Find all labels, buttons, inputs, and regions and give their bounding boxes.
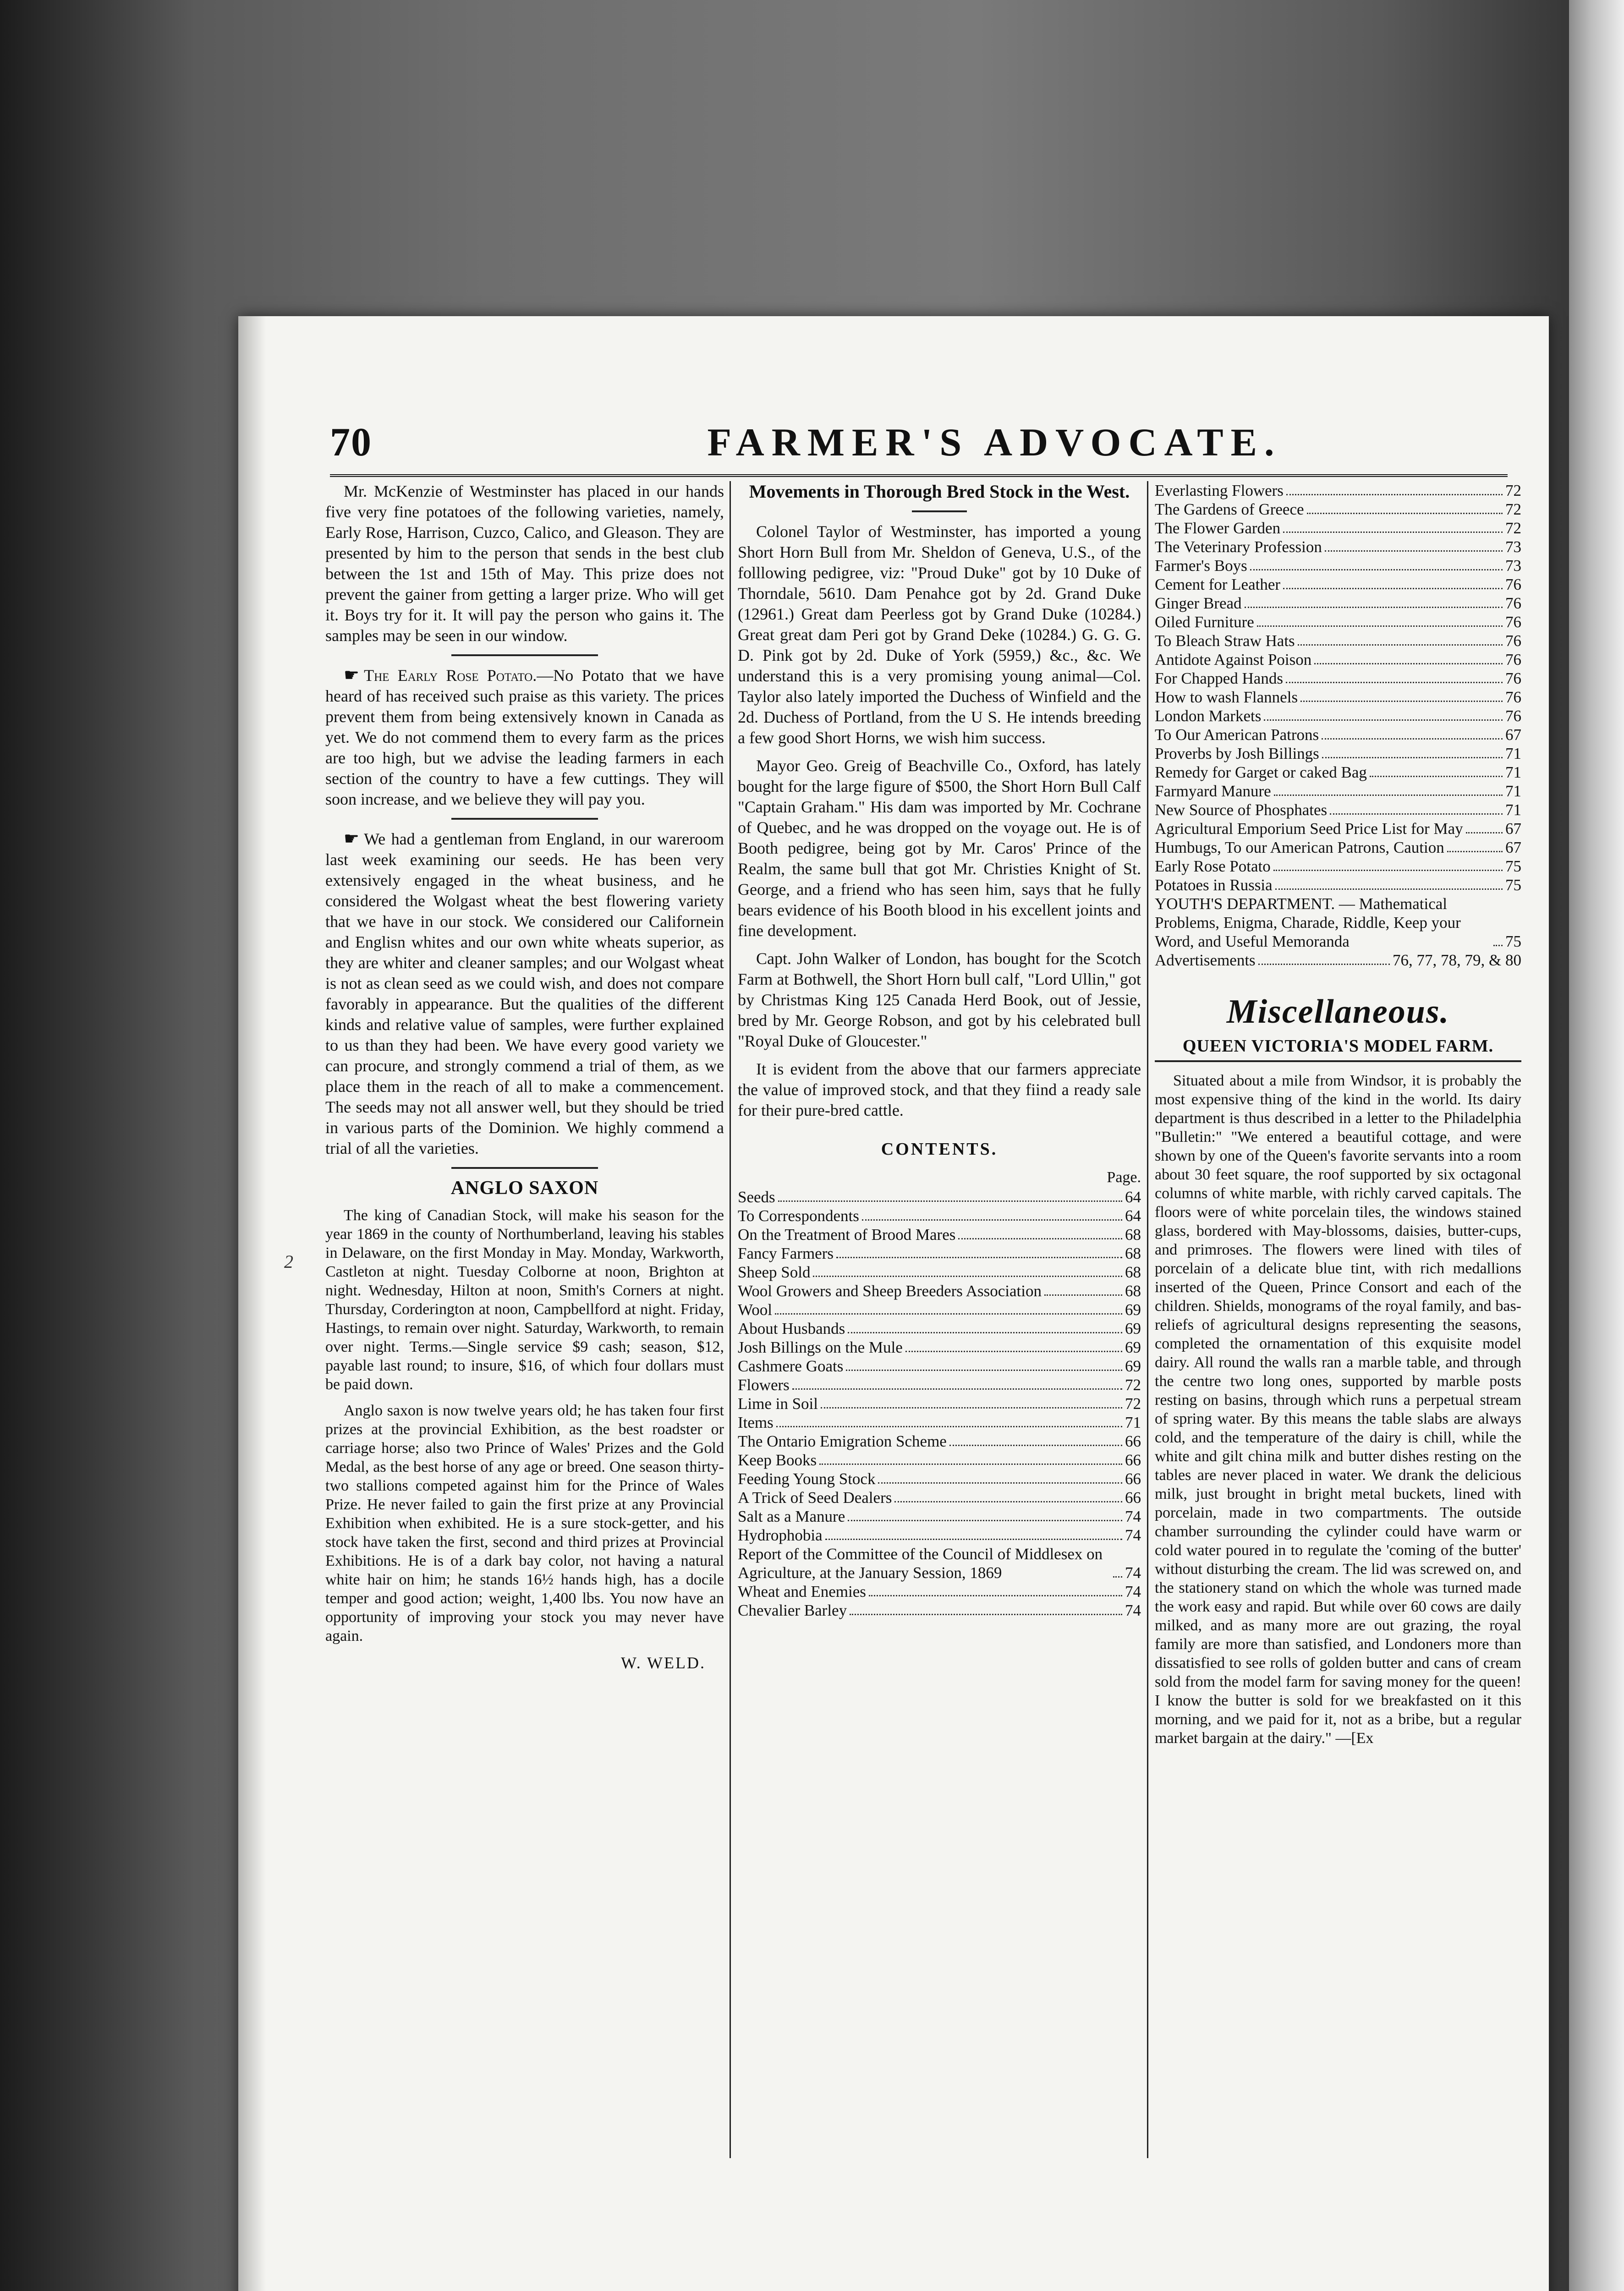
section-rule — [912, 510, 967, 512]
contents-entry-title: Advertisements — [1155, 951, 1256, 969]
contents-entry-title: Wool — [738, 1301, 772, 1319]
contents-entry-title: Farmer's Boys — [1155, 557, 1247, 575]
contents-entry-page: 71 — [1505, 763, 1521, 781]
contents-entry — [738, 1582, 1141, 1601]
contents-entry-title: YOUTH'S DEPARTMENT. — Mathematical Problems, Enigma, Charade, Riddle, Keep your Word, and Useful Memoranda — [1155, 895, 1461, 950]
contents-entry-page: 67 — [1505, 839, 1521, 856]
contents-entry-page: 69 — [1125, 1301, 1141, 1319]
dot-leader — [825, 1539, 1122, 1540]
contents-entry-title: Early Rose Potato — [1155, 857, 1271, 875]
mckenzie-paragraph: Mr. McKenzie of Westminster has placed in our hands five very fine potatoes of the following varieties, namely, Early Rose, Harrison, Cuzco, Calico, and Gleason. They are presented by him to the person that sends in the best club between the 1st and 15th of May. This prize does not prevent the gainer from getting a larger prize. Who will get it. Boys try for it. It will pay the person who gains it. The samples may be seen in our window. — [325, 482, 724, 645]
contents-entry-page: 73 — [1505, 557, 1521, 575]
contents-entry-title: A Trick of Seed Dealers — [738, 1489, 892, 1507]
contents-entry-page: 71 — [1125, 1414, 1141, 1431]
contents-entry-title: Hydrophobia — [738, 1526, 823, 1544]
contents-entry — [1155, 707, 1521, 725]
contents-entry — [1155, 800, 1521, 819]
contents-entry — [1155, 894, 1521, 951]
dot-leader — [905, 1351, 1122, 1352]
dot-leader — [1322, 738, 1503, 740]
section-rule — [451, 654, 598, 656]
contents-entry — [738, 1319, 1141, 1338]
column-left — [325, 481, 724, 1673]
contents-entry-title: On the Treatment of Brood Mares — [738, 1226, 956, 1244]
contents-entry-page: 75 — [1505, 876, 1521, 894]
conclusion-paragraph: It is evident from the above that our farmers appreciate the value of improved stock, and that they fiind a ready sale for their pure-bred cattle. — [738, 1060, 1141, 1119]
contents-entry-page: 64 — [1125, 1207, 1141, 1225]
contents-list-continued — [1155, 481, 1521, 970]
dot-leader — [1370, 776, 1503, 777]
contents-entry — [738, 1507, 1141, 1526]
dot-leader — [1325, 550, 1503, 552]
dot-leader — [846, 1370, 1122, 1371]
contents-entry — [1155, 556, 1521, 575]
contents-entry-page: 76 — [1505, 613, 1521, 631]
contents-entry — [738, 1545, 1141, 1582]
contents-entry-page: 76 — [1505, 669, 1521, 687]
contents-entry — [738, 1244, 1141, 1263]
contents-entry-page: 72 — [1125, 1395, 1141, 1413]
contents-entry-page: 68 — [1125, 1226, 1141, 1244]
film-edge — [1569, 0, 1624, 2291]
dot-leader — [1330, 813, 1503, 815]
pointing-hand-icon: ☛ — [344, 666, 360, 685]
contents-entry-page: 74 — [1125, 1583, 1141, 1600]
contents-entry — [738, 1432, 1141, 1451]
miscellaneous-heading: Miscellaneous. — [1226, 993, 1450, 1030]
contents-entry — [738, 1451, 1141, 1469]
dot-leader — [869, 1595, 1122, 1596]
contents-entry-page: 76 — [1505, 707, 1521, 725]
model-farm-heading: QUEEN VICTORIA'S MODEL FARM. — [1155, 1036, 1521, 1062]
contents-entry-title: To Our American Patrons — [1155, 726, 1319, 744]
early-rose-paragraph — [325, 665, 724, 810]
contents-entry-title: Keep Books — [738, 1451, 817, 1469]
contents-entry — [1155, 631, 1521, 650]
newspaper-page — [238, 316, 1549, 2291]
dot-leader — [778, 1200, 1122, 1202]
contents-entry-title: Ginger Bread — [1155, 594, 1242, 612]
contents-entry — [738, 1225, 1141, 1244]
column-divider — [730, 481, 731, 2158]
signature: W. WELD. — [621, 1654, 706, 1672]
contents-entry-title: To Bleach Straw Hats — [1155, 632, 1295, 650]
contents-entry-title: For Chapped Hands — [1155, 669, 1283, 687]
contents-entry-title: Lime in Soil — [738, 1395, 818, 1413]
contents-entry — [1155, 725, 1521, 744]
contents-entry-title: Chevalier Barley — [738, 1601, 847, 1619]
contents-entry-title: Agricultural Emporium Seed Price List for May — [1155, 820, 1463, 838]
contents-entry-title: Antidote Against Poison — [1155, 651, 1312, 669]
contents-entry-title: The Gardens of Greece — [1155, 500, 1304, 518]
contents-entry — [738, 1488, 1141, 1507]
thoroughbred-heading: Movements in Thorough Bred Stock in the West. — [749, 481, 1130, 502]
contents-entry-page: 74 — [1125, 1526, 1141, 1544]
contents-entry-title: Feeding Young Stock — [738, 1470, 876, 1488]
dot-leader — [1264, 719, 1503, 721]
dot-leader — [776, 1426, 1122, 1427]
dot-leader — [1274, 795, 1503, 796]
contents-entry-page: 68 — [1125, 1263, 1141, 1281]
contents-entry-page: 72 — [1505, 482, 1521, 499]
contents-entry — [738, 1263, 1141, 1282]
contents-entry — [1155, 500, 1521, 519]
dot-leader — [878, 1482, 1122, 1484]
contents-entry-title: To Correspondents — [738, 1207, 859, 1225]
contents-entry — [738, 1601, 1141, 1620]
page-number: 70 — [330, 420, 372, 465]
dot-leader — [792, 1388, 1122, 1390]
contents-entry-title: Salt as a Manure — [738, 1507, 845, 1525]
wolgast-paragraph — [325, 829, 724, 1159]
contents-entry — [1155, 613, 1521, 631]
walker-paragraph: Capt. John Walker of London, has bought for the Scotch Farm at Bothwell, the Short Horn bull calf, "Lord Ullin," got by Christmas King 125 Canada Herd Book, out of Jessie, bred by Mr. George Robson, and got by his celebrated bull "Royal Duke of Gloucester." — [738, 949, 1141, 1050]
contents-entry — [738, 1526, 1141, 1545]
anglo-saxon-description: Anglo saxon is now twelve years old; he has taken four first prizes at the provincial Exhibition, as the best roadster or carriage horse; also two Prince of Wales' Prizes and the Gold Medal, as the best horse of any age or breed. One season thirty-two stallions competed against him for the Prince of Wales Prize. He never failed to gain the first prize at any Provincial Exhibition when exhibited. He is a sure stock-getter, and his stock have taken the first, second and third prizes at Provincial Exhibitions. He is of a dark bay color, not having a natural white hair on him; he stands 16½ hands high, has a docile temper and good action; weight, 1,400 lbs. You now have an opportunity of improving your stock you may never have again. — [325, 1402, 724, 1644]
contents-entry — [738, 1338, 1141, 1357]
contents-entry — [1155, 763, 1521, 782]
contents-entry-page: 69 — [1125, 1320, 1141, 1337]
column-divider — [1147, 481, 1148, 2158]
dot-leader — [1273, 870, 1503, 871]
contents-entry-page: 64 — [1125, 1188, 1141, 1206]
contents-entry-page: 76 — [1505, 651, 1521, 669]
dot-leader — [1250, 569, 1503, 570]
contents-entry-page: 76 — [1505, 688, 1521, 706]
section-rule — [451, 818, 598, 820]
contents-entry-title: London Markets — [1155, 707, 1262, 725]
anglo-saxon-heading: ANGLO SAXON — [450, 1178, 599, 1199]
contents-entry — [1155, 537, 1521, 556]
dot-leader — [1322, 757, 1503, 758]
dot-leader — [949, 1445, 1122, 1446]
dot-leader — [1283, 532, 1503, 533]
contents-entry — [738, 1282, 1141, 1300]
column-middle — [738, 481, 1141, 1620]
contents-entry-page: 66 — [1125, 1451, 1141, 1469]
contents-entry-page: 72 — [1505, 500, 1521, 518]
contents-entry-title: Sheep Sold — [738, 1263, 811, 1281]
contents-entry — [1155, 688, 1521, 707]
dot-leader — [1307, 513, 1503, 514]
dot-leader — [848, 1332, 1122, 1333]
dot-leader — [1258, 964, 1390, 965]
contents-entry — [1155, 819, 1521, 838]
taylor-paragraph: Colonel Taylor of Westminster, has imported a young Short Horn Bull from Mr. Sheldon of Geneva, U.S., of the folllowing pedigree, viz: "Proud Duke" got by 10 Duke of Thorndale, 5610. Dam Penahce got by 2d. Grand Duke (12961.) Great dam Peerless got by Grand Duke (10284.) Great great dam Peri got by Grand Deke (10284.) G. G. G. D. Pink got by 2d. Duke of York (5959,) &c., &c. We understand this is a very promising young animal—Col. Taylor also lately imported the Duchess of Winfield and the 2d. Duchess of Portland, from the U S. He intends breeding a few good Short Horns, we wish him success. — [738, 522, 1141, 747]
contents-entry-page: 74 — [1125, 1601, 1141, 1619]
contents-entry-page: 71 — [1505, 801, 1521, 819]
contents-entry — [1155, 951, 1521, 970]
contents-entry — [1155, 857, 1521, 876]
contents-entry — [1155, 782, 1521, 800]
contents-page-label: Page. — [1107, 1169, 1141, 1186]
dot-leader — [850, 1614, 1122, 1615]
contents-entry-title: Everlasting Flowers — [1155, 482, 1284, 499]
dot-leader — [894, 1501, 1122, 1502]
contents-entry-page: 76 — [1505, 594, 1521, 612]
dot-leader — [1044, 1294, 1122, 1296]
contents-entry-page: 76 — [1505, 632, 1521, 650]
contents-entry-page: 72 — [1505, 519, 1521, 537]
contents-entry — [1155, 669, 1521, 688]
dot-leader — [1275, 888, 1503, 890]
contents-entry-title: Humbugs, To our American Patrons, Caution — [1155, 839, 1444, 856]
dot-leader — [1298, 644, 1503, 646]
contents-entry-title: Oiled Furniture — [1155, 613, 1254, 631]
contents-entry-title: Items — [738, 1414, 774, 1431]
contents-entry-title: Report of the Committee of the Council of Middlesex on Agriculture, at the January Session, 1869 — [738, 1545, 1103, 1582]
contents-entry-page: 66 — [1125, 1470, 1141, 1488]
contents-entry — [1155, 575, 1521, 594]
contents-entry-title: New Source of Phosphates — [1155, 801, 1328, 819]
contents-entry-title: The Ontario Emigration Scheme — [738, 1432, 947, 1450]
dot-leader — [958, 1238, 1122, 1239]
contents-entry-page: 74 — [1125, 1564, 1141, 1582]
contents-entry-page: 68 — [1125, 1244, 1141, 1262]
contents-entry-title: The Veterinary Profession — [1155, 538, 1322, 556]
contents-list — [738, 1188, 1141, 1620]
early-rose-text: —No Potato that we have heard of has received such praise as this variety. The prices prevent them from being extensively known in Canada as yet. We do not commend them to every farm as the prices are too high, but we advise the leading farmers in each section of the country to have a few cuttings. They will soon increase, and we believe they will pay you. — [325, 666, 724, 808]
contents-entry — [738, 1413, 1141, 1432]
section-rule — [451, 1167, 598, 1169]
dot-leader — [848, 1520, 1122, 1521]
contents-entry-title: Potatoes in Russia — [1155, 876, 1273, 894]
contents-entry — [738, 1300, 1141, 1319]
dot-leader — [1113, 1576, 1122, 1578]
model-farm-article: Situated about a mile from Windsor, it is probably the most expensive thing of the kind in the world. Its dairy department is thus described in a letter to the Philadelphia "Bulletin:" "We entered a beautiful cottage, and were shown by one of the Queen's favorite servants into a room about 30 feet square, the roof supported by six octagonal columns of white marble, with richly carved capitals. The floors were of white porcelain tiles, the windows stained glass, bordered with May-blossoms, daisies, butter-cups, and primroses. The flowers were lined with tiles of porcelain of a delicate blue tint, with rich medallions inserted of the Queen, Prince Consort and each of the children. Shields, monograms of the royal family, and bas-reliefs of agricultural designs representing the seasons, completed the ornamentation of this exquisite model dairy. All round the walls ran a marble table, and through the centre two long ones, supported by marble posts resting on basins, through which runs a perpetual stream of spring water. By this means the table slabs are always cold, and the temperature of the dairy is chill, while the white and gilt china milk and butter dishes resting on the tables are never placed in water. We drank the delicious milk, just brought in bright metal buckets, lined with porcelain, made in two compartments. The outside chamber surrounding the cylinder could have warm or cold water poured in to regulate the 'coming of the butter' without disturbing the cream. The lid was screwed on, and the stationery stand on which the whole was turned made the work easy and rapid. But while over 60 cows are daily milked, and as many more are out grazing, the royal family are more than satisfied, and Londoners more than dissatisfied to see rolls of golden butter and cans of cream sold from the model farm for saving money for the queen! I know the butter is sold for we breakfasted on it this morning, and we paid for it, not as a bribe, but a regular market bargain at the dairy." —[Ex — [1155, 1072, 1521, 1747]
dot-leader — [1286, 494, 1503, 495]
dot-leader — [1286, 682, 1503, 683]
anglo-saxon-schedule: The king of Canadian Stock, will make his season for the year 1869 in the county of Northumberland, leaving his stables in Delaware, on the first Monday in May. Monday, Warkworth, Castleton at night. Tuesday Colborne at noon, Brighton at night. Wednesday, Hilton at noon, Smith's Corners at night. Thursday, Corderington at noon, Campbellford at night. Friday, Hastings, to remain over night. Saturday, Warkworth, to remain over night. Terms.—Single service $9 cash; season, $12, payable last round; to insure, $16, of which four dollars must be paid down. — [325, 1207, 724, 1393]
contents-entry — [738, 1376, 1141, 1394]
contents-entry-page: 76 — [1505, 575, 1521, 593]
contents-entry-page: 74 — [1125, 1507, 1141, 1525]
contents-entry-title: The Flower Garden — [1155, 519, 1281, 537]
contents-entry — [738, 1357, 1141, 1376]
contents-entry-page: 75 — [1505, 932, 1521, 950]
dot-leader — [836, 1257, 1122, 1258]
contents-entry-title: Wool Growers and Sheep Breeders Association — [738, 1282, 1042, 1300]
contents-entry — [738, 1469, 1141, 1488]
contents-entry — [1155, 876, 1521, 894]
dot-leader — [1257, 625, 1503, 627]
masthead-title: FARMER'S ADVOCATE. — [707, 420, 1282, 464]
dot-leader — [775, 1313, 1122, 1315]
contents-entry-title: Cashmere Goats — [738, 1357, 844, 1375]
contents-entry — [738, 1206, 1141, 1225]
contents-entry — [738, 1188, 1141, 1206]
contents-entry-page: 75 — [1505, 857, 1521, 875]
pointing-hand-icon: ☛ — [344, 829, 360, 849]
contents-entry-title: Remedy for Garget or caked Bag — [1155, 763, 1367, 781]
contents-entry-title: Wheat and Enemies — [738, 1583, 866, 1600]
contents-entry-page: 73 — [1505, 538, 1521, 556]
contents-entry — [1155, 519, 1521, 537]
dot-leader — [813, 1276, 1122, 1277]
margin-note: 2 — [284, 1251, 293, 1272]
contents-entry-page: 66 — [1125, 1489, 1141, 1507]
contents-entry-title: How to wash Flannels — [1155, 688, 1298, 706]
contents-entry-page: 68 — [1125, 1282, 1141, 1300]
dot-leader — [1466, 832, 1503, 833]
contents-entry-page: 67 — [1505, 726, 1521, 744]
contents-entry-title: Fancy Farmers — [738, 1244, 834, 1262]
contents-entry-page: 71 — [1505, 782, 1521, 800]
greig-paragraph: Mayor Geo. Greig of Beachville Co., Oxford, has lately bought for the large figure of $500, the Short Horn Bull Calf "Captain Graham." His dam was imported by Mr. Cochrane of Quebec, and he was dropped on the voyage out. He is of Booth pedigree, being got by Mr. Caros' Prince of the Realm, the same bull that got Mr. Christies Knight of St. George, and a friend who has seen him, says that he fully bears evidence of his Booth blood in his excellent joints and fine development. — [738, 756, 1141, 940]
contents-entry — [1155, 744, 1521, 763]
contents-entry-page: 67 — [1505, 820, 1521, 838]
contents-entry-title: Seeds — [738, 1188, 775, 1206]
dot-leader — [821, 1407, 1122, 1409]
contents-entry-title: Cement for Leather — [1155, 575, 1281, 593]
dot-leader — [1283, 588, 1503, 589]
dot-leader — [1245, 607, 1503, 608]
dot-leader — [1447, 851, 1503, 852]
contents-entry-page: 66 — [1125, 1432, 1141, 1450]
wolgast-text: We had a gentleman from England, in our wareroom last week examining our seeds. He has been very extensively engaged in the wheat business, and he considered the Wolgast wheat the best flowering variety that we have in our stock. We considered our Californein and Englisn whites and our own white wheats superior, as they are whiter and cleaner samples; and our Wolgast wheat is not as clean seed as we could wish, and does not compare favorably in appearance. But the qualities of the different kinds and relative value of samples, were further explained to us than they had been. We have every good variety we can procure, and strongly commend a trial of them, as we place them in the reach of all to make a commencement. The seeds may not all answer well, but they should be tried in various parts of the Dominion. We highly commend a trial of all the varieties. — [325, 830, 724, 1157]
page-header — [330, 419, 1508, 477]
contents-entry-page: 76, 77, 78, 79, & 80 — [1393, 951, 1521, 969]
contents-entry-title: About Husbands — [738, 1320, 845, 1337]
contents-entry-title: Flowers — [738, 1376, 790, 1394]
contents-entry — [1155, 838, 1521, 857]
contents-entry-page: 71 — [1505, 745, 1521, 762]
contents-entry — [1155, 650, 1521, 669]
contents-entry-page: 69 — [1125, 1338, 1141, 1356]
contents-entry-title: Proverbs by Josh Billings — [1155, 745, 1319, 762]
contents-entry — [1155, 594, 1521, 613]
contents-entry-title: Josh Billings on the Mule — [738, 1338, 903, 1356]
contents-heading: CONTENTS. — [881, 1140, 998, 1159]
contents-entry-title: Farmyard Manure — [1155, 782, 1271, 800]
dot-leader — [862, 1219, 1122, 1221]
column-right — [1155, 481, 1521, 1755]
early-rose-title: The Early Rose Potato. — [364, 666, 537, 685]
contents-entry — [1155, 481, 1521, 500]
contents-entry-page: 72 — [1125, 1376, 1141, 1394]
contents-entry-page: 69 — [1125, 1357, 1141, 1375]
dot-leader — [1300, 701, 1503, 702]
dot-leader — [1493, 945, 1503, 946]
contents-entry — [738, 1394, 1141, 1413]
dot-leader — [819, 1463, 1122, 1465]
dot-leader — [1314, 663, 1503, 664]
page-shadow — [238, 316, 266, 2291]
